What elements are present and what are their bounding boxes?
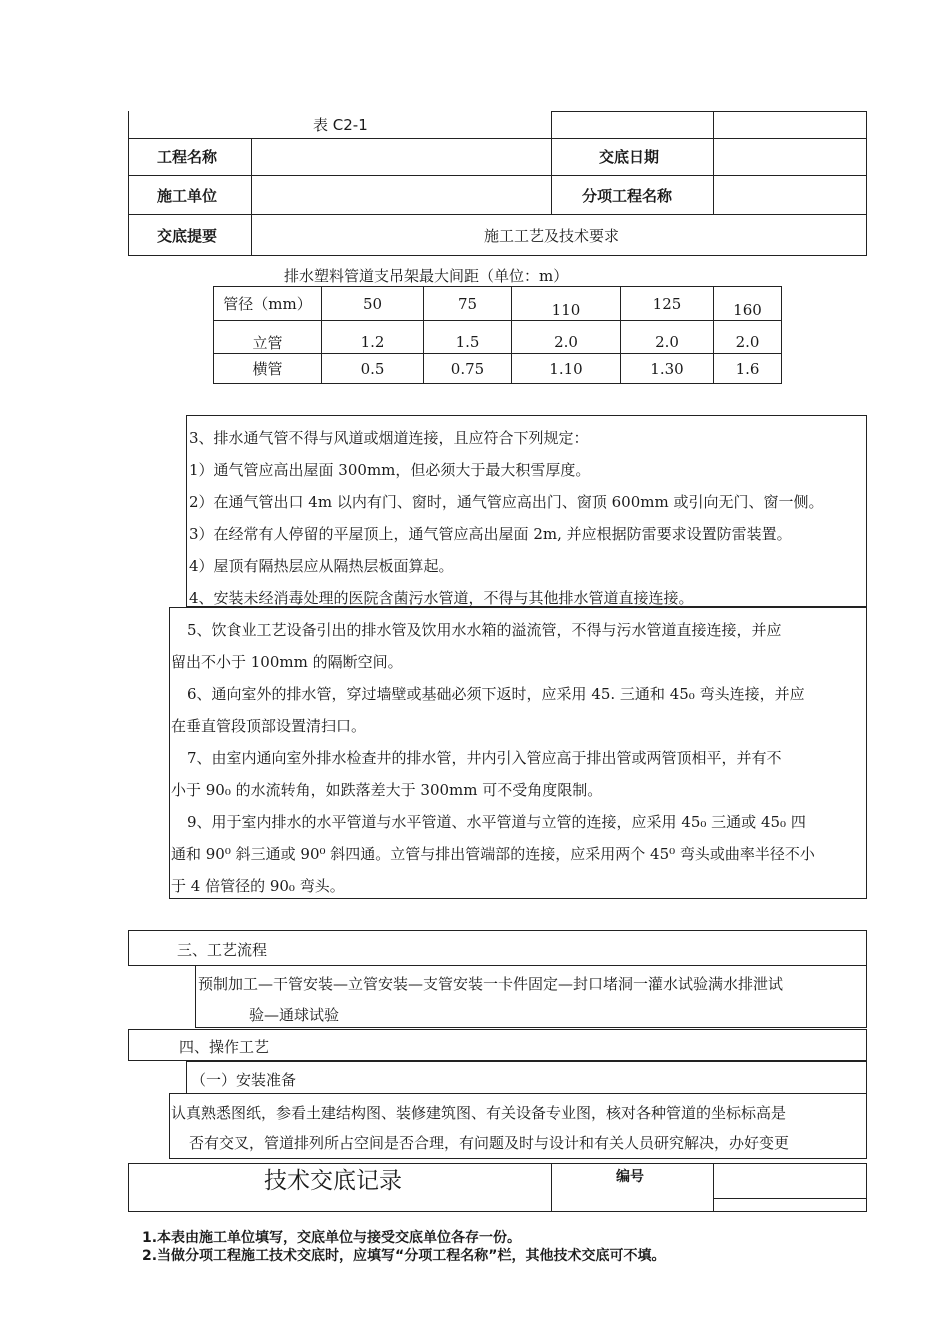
summary-label: 交底提要 (157, 227, 218, 245)
text-line: 1）通气管应高出屋面 300mm，但必须大于最大积雪厚度。 (189, 461, 591, 479)
table-cell: 1.5 (424, 321, 512, 354)
column-header: 125 (621, 287, 714, 321)
operation-title-box (128, 1029, 867, 1061)
process-flow-box (195, 965, 867, 1028)
project-name-label: 工程名称 (157, 148, 218, 166)
table-cell: 0.5 (322, 354, 424, 384)
table-cell: 1.2 (322, 321, 424, 354)
footer-note-1: 1.本表由施工单位填写，交底单位与接受交底单位各存一份。 (142, 1230, 522, 1246)
table-row (214, 354, 782, 384)
column-header: 75 (424, 287, 512, 321)
record-title: 技术交底记录 (264, 1168, 402, 1194)
summary-value: 施工工艺及技术要求 (484, 227, 620, 245)
connection-rules-text (171, 614, 867, 902)
connection-rules-box (169, 607, 867, 899)
prep-text-box (169, 1093, 867, 1159)
text-line: 在垂直管段顶部设置清扫口。 (171, 717, 367, 735)
text-line: 7、由室内通向室外排水检查井的排水管，井内引入管应高于排出管或两管顶相平，并有不 (187, 749, 782, 767)
number-label: 编号 (616, 1169, 644, 1185)
table-cell: 横管 (214, 354, 322, 384)
pipe-spacing-table (213, 286, 782, 384)
text-line: 4、安装未经消毒处理的医院含菌污水管道，不得与其他排水管道直接连接。 (189, 589, 694, 607)
pipe-table-caption: 排水塑料管道支吊架最大间距（单位：m） (284, 267, 569, 285)
vent-rules-box (186, 415, 867, 607)
sub-project-label: 分项工程名称 (582, 187, 673, 205)
table-cell: 1.6 (714, 354, 782, 384)
prep-line2: 否有交叉，管道排列所占空间是否合理，有问题及时与设计和有关人员研究解决，办好变更 (189, 1134, 790, 1152)
table-row (214, 321, 782, 354)
text-line: 6、通向室外的排水管，穿过墙壁或基础必须下返时，应采用 45. 三通和 45₀ 弯头连接，并应 (187, 685, 805, 703)
column-header: 50 (322, 287, 424, 321)
construction-unit-label: 施工单位 (157, 187, 218, 205)
process-flow-line2: 验—通球试验 (249, 1006, 340, 1024)
text-line: 3）在经常有人停留的平屋顶上，通气管应高出屋面 2m, 并应根据防雷要求设置防雷装置。 (189, 525, 792, 543)
prep-title-box (186, 1061, 867, 1094)
table-cell: 0.75 (424, 354, 512, 384)
process-flow-line1: 预制加工—干管安装—立管安装—支管安装一卡件固定—封口堵洞一灌水试验满水排泄试 (198, 975, 784, 993)
text-line: 3、排水通气管不得与风道或烟道连接，且应符合下列规定： (189, 429, 589, 447)
text-line: 小于 90₀ 的水流转角，如跌落差大于 300mm 可不受角度限制。 (171, 781, 603, 799)
prep-title: （一）安装准备 (191, 1071, 297, 1089)
text-line: 5、饮食业工艺设备引出的排水管及饮用水水箱的溢流管，不得与污水管道直接连接，并应 (187, 621, 782, 639)
text-line: 9、用于室内排水的水平管道与水平管道、水平管道与立管的连接，应采用 45₀ 三通或 45₀ 四 (187, 813, 806, 831)
process-title-box (128, 930, 867, 966)
text-line: 于 4 倍管径的 90₀ 弯头。 (171, 877, 345, 895)
table-header-row (214, 287, 782, 321)
process-title: 三、工艺流程 (177, 941, 268, 959)
footer-note-2: 2.当做分项工程施工技术交底时，应填写“分项工程名称”栏，其他技术交底可不填。 (142, 1248, 666, 1264)
table-cell: 2.0 (714, 321, 782, 354)
prep-line1: 认真熟悉图纸，参看土建结构图、装修建筑图、有关设备专业图，核对各种管道的坐标标高是 (171, 1104, 787, 1122)
text-line: 4）屋顶有隔热层应从隔热层板面算起。 (189, 557, 454, 575)
column-header: 管径（mm） (214, 287, 322, 321)
table-cell: 1.30 (621, 354, 714, 384)
table-cell: 1.10 (512, 354, 621, 384)
operation-title: 四、操作工艺 (179, 1038, 270, 1056)
table-code: 表 C2-1 (313, 116, 368, 134)
text-line: 留出不小于 100mm 的隔断空间。 (171, 653, 403, 671)
text-line: 2）在通气管出口 4m 以内有门、窗时，通气管应高出门、窗顶 600mm 或引向无门、窗一侧。 (189, 493, 824, 511)
column-header: 160 (714, 287, 782, 321)
table-cell: 2.0 (621, 321, 714, 354)
vent-rules-text (189, 422, 823, 614)
handover-date-label: 交底日期 (599, 148, 660, 166)
table-cell: 2.0 (512, 321, 621, 354)
text-line: 通和 90⁰ 斜三通或 90⁰ 斜四通。立管与排出管端部的连接，应采用两个 45⁰ 弯头或曲率半径不小 (171, 845, 815, 863)
column-header: 110 (512, 287, 621, 321)
table-cell: 立管 (214, 321, 322, 354)
